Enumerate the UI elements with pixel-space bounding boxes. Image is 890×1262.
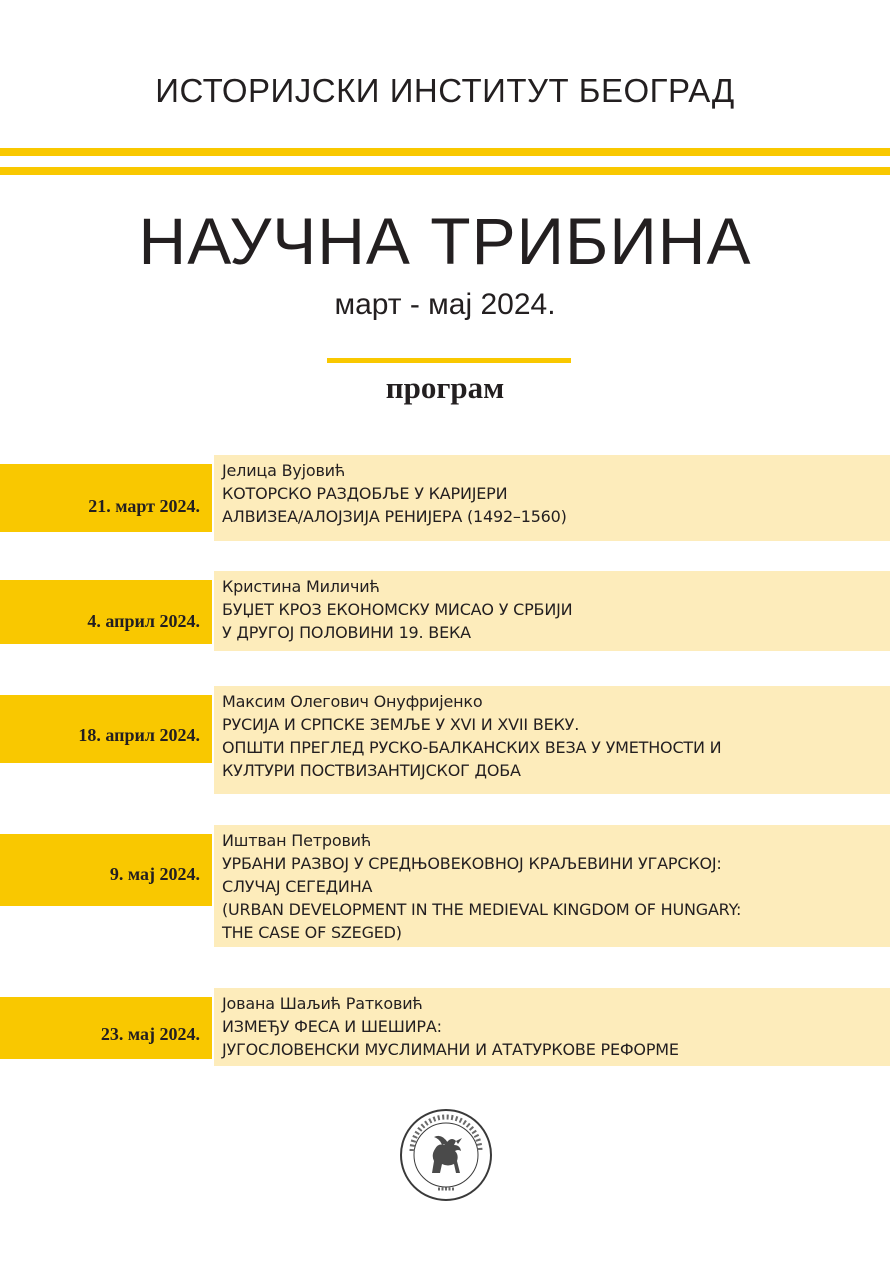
page-title: НАУЧНА ТРИБИНА bbox=[138, 204, 752, 278]
entry-title-line: КУЛТУРИ ПОСТВИЗАНТИЈСКОГ ДОБА bbox=[222, 761, 521, 780]
entry-date-box bbox=[0, 695, 212, 763]
entry-title-line: КОТОРСКО РАЗДОБЉЕ У КАРИЈЕРИ bbox=[222, 484, 508, 503]
entry-title-line: АЛВИЗЕА/АЛОЈЗИЈА РЕНИЈЕРА (1492–1560) bbox=[222, 507, 567, 526]
entry-details bbox=[222, 459, 567, 528]
entry-date: 23. мај 2024. bbox=[100, 1024, 200, 1044]
entry-date-box bbox=[0, 997, 212, 1059]
program-entry bbox=[0, 571, 890, 651]
entry-title-line: БУЏЕТ КРОЗ ЕКОНОМСКУ МИСАО У СРБИЈИ bbox=[222, 600, 573, 619]
entry-date: 4. април 2024. bbox=[87, 611, 200, 631]
entry-speaker: Јелица Вујовић bbox=[222, 461, 346, 480]
bottom-accent-band bbox=[0, 167, 890, 175]
entry-speaker: Јована Шаљић Ратковић bbox=[222, 994, 423, 1013]
title-divider bbox=[327, 358, 571, 363]
entry-speaker: Иштван Петровић bbox=[222, 831, 372, 850]
entry-title-line: (URBAN DEVELOPMENT IN THE MEDIEVAL KINGDOM OF HUNGARY: bbox=[222, 900, 742, 919]
program-entry bbox=[0, 686, 890, 794]
page-subtitle: март - мај 2024. bbox=[334, 288, 556, 321]
entry-title-line: УРБАНИ РАЗВОЈ У СРЕДЊОВЕКОВНОЈ КРАЉЕВИНИ УГАРСКОЈ: bbox=[222, 854, 722, 873]
entry-date-box bbox=[0, 580, 212, 644]
entry-title-line: ИЗМЕЂУ ФЕСА И ШЕШИРА: bbox=[222, 1017, 442, 1036]
entry-title-line: У ДРУГОЈ ПОЛОВИНИ 19. ВЕКА bbox=[222, 623, 471, 642]
entry-date: 18. април 2024. bbox=[78, 725, 200, 745]
entry-details bbox=[222, 575, 572, 644]
entry-date-box bbox=[0, 834, 212, 906]
entry-date-box bbox=[0, 464, 212, 532]
entry-speaker: Кристина Миличић bbox=[222, 577, 380, 596]
institute-name: ИСТОРИЈСКИ ИНСТИТУТ БЕОГРАД bbox=[155, 72, 735, 109]
entry-title-line: РУСИЈА И СРПСКЕ ЗЕМЉЕ У XVI И XVII ВЕКУ. bbox=[222, 715, 580, 734]
entry-title-line: ОПШТИ ПРЕГЛЕД РУСКО-БАЛКАНСКИХ ВЕЗА У УМЕТНОСТИ И bbox=[222, 738, 722, 757]
entry-title-line: СЛУЧАЈ СЕГЕДИНА bbox=[222, 877, 373, 896]
entry-date: 9. мај 2024. bbox=[109, 864, 200, 884]
program-entry bbox=[0, 455, 890, 541]
top-accent-band bbox=[0, 148, 890, 156]
entry-details bbox=[222, 829, 741, 944]
entry-speaker: Максим Олегович Онуфријенко bbox=[222, 692, 483, 711]
entry-date: 21. март 2024. bbox=[88, 496, 200, 516]
program-entry bbox=[0, 825, 890, 947]
entry-details bbox=[222, 992, 679, 1061]
program-entry bbox=[0, 988, 890, 1066]
griffin-seal-icon bbox=[398, 1107, 494, 1203]
program-heading: програм bbox=[385, 370, 505, 405]
entry-details bbox=[222, 690, 721, 782]
entry-title-line: ЈУГОСЛОВЕНСКИ МУСЛИМАНИ И АТАТУРКОВЕ РЕФОРМЕ bbox=[222, 1040, 679, 1059]
entry-title-line: THE CASE OF SZEGED) bbox=[222, 923, 402, 942]
